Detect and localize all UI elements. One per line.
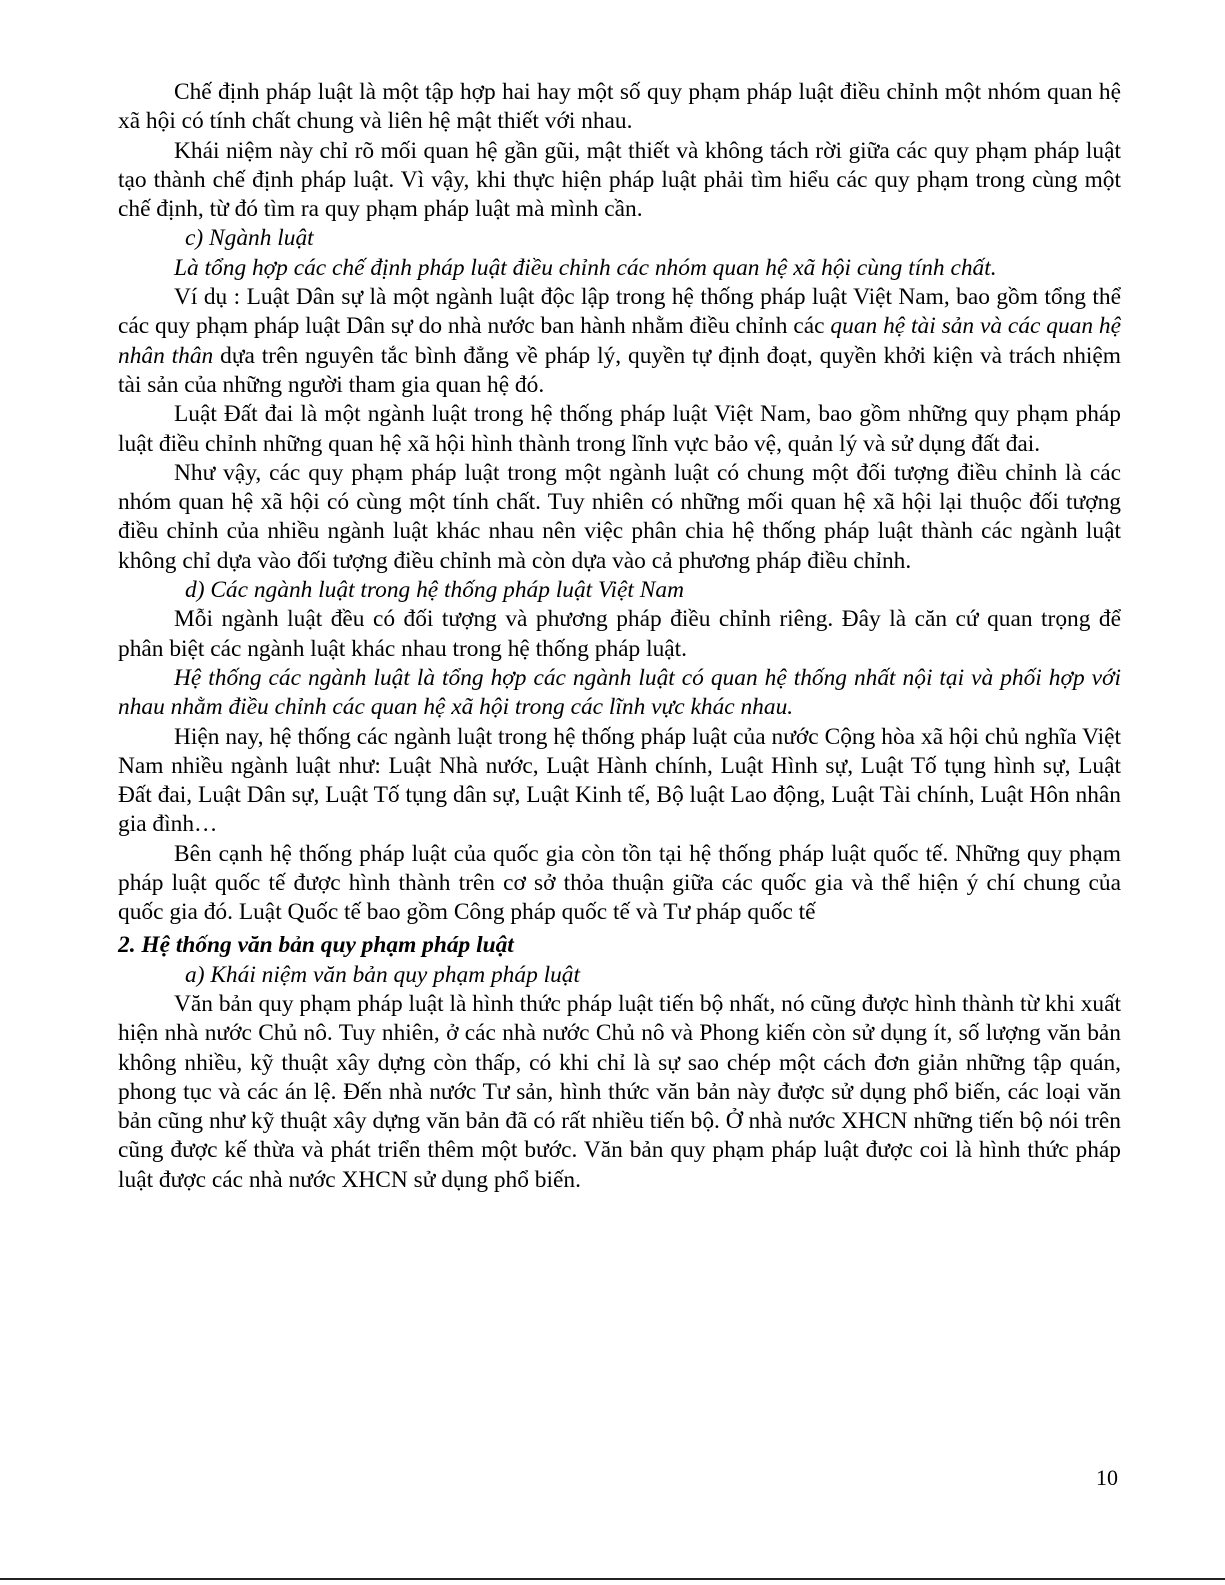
paragraph-van-ban-qppl: Văn bản quy phạm pháp luật là hình thức pháp luật tiến bộ nhất, nó cũng được hình thành từ khi xuất hiện nhà nước Chủ nô. Tuy nhiên, ở các nhà nước Chủ nô và Phong kiến còn sử dụng ít, số lượng văn bản không nhiều, kỹ thuật xây dựng còn thấp, có khi chỉ là sự sao chép một cách đơn giản những tập quán, phong tục và các án lệ. Đến nhà nước Tư sản, hình thức văn bản này được sử dụng phổ biến, các loại văn bản cũng như kỹ thuật xây dựng văn bản đã có rất nhiều tiến bộ. Ở nhà nước XHCN những tiến bộ nói trên cũng được kế thừa và phát triển thêm một bước. Văn bản quy phạm pháp luật được coi là hình thức pháp luật được các nhà nước XHCN sử dụng phổ biến.: [118, 990, 1121, 1193]
paragraph-che-dinh-explanation: Khái niệm này chỉ rõ mối quan hệ gần gũi, mật thiết và không tách rời giữa các quy phạm pháp luật tạo thành chế định pháp luật. Vì vậy, khi thực hiện pháp luật phải tìm hiểu các quy phạm trong cùng một chế định, từ đó tìm ra quy phạm pháp luật mà mình cần.: [118, 137, 1121, 223]
paragraph-danh-sach-nganh-luat: Hiện nay, hệ thống các ngành luật trong hệ thống pháp luật của nước Cộng hòa xã hội chủ nghĩa Việt Nam nhiều ngành luật như: Luật Nhà nước, Luật Hành chính, Luật Hình sự, Luật Tố tụng hình sự, Luật Đất đai, Luật Dân sự, Luật Tố tụng dân sự, Luật Kinh tế, Bộ luật Lao động, Luật Tài chính, Luật Hôn nhân gia đình…: [118, 723, 1121, 838]
paragraph-phap-luat-quoc-te: Bên cạnh hệ thống pháp luật của quốc gia còn tồn tại hệ thống pháp luật quốc tế. Những quy phạm pháp luật quốc tế được hình thành trên cơ sở thỏa thuận giữa các quốc gia và thể hiện ý chí chung của quốc gia đó. Luật Quốc tế bao gồm Công pháp quốc tế và Tư pháp quốc tế: [118, 840, 1121, 926]
paragraph-che-dinh-definition: Chế định pháp luật là một tập hợp hai hay một số quy phạm pháp luật điều chỉnh một nhóm quan hệ xã hội có tính chất chung và liên hệ mật thiết với nhau.: [118, 79, 1121, 135]
example-text-start: Ví dụ : Luật Dân sự là một ngành luật độc lập trong hệ thống pháp luật Việt Nam, bao gồm tổng thể các quy phạm pháp luật Dân sự do nhà nước ban hành nhằm điều chỉnh các: [118, 284, 1121, 340]
definition-nganh-luat: Là tổng hợp các chế định pháp luật điều chỉnh các nhóm quan hệ xã hội cùng tính chất.: [174, 254, 997, 281]
bottom-divider: [0, 1578, 1225, 1580]
section-heading-van-ban: 2. Hệ thống văn bản quy phạm pháp luật: [118, 931, 514, 958]
subheading-khai-niem-van-ban: a) Khái niệm văn bản quy phạm pháp luật: [185, 961, 581, 988]
page-body: [118, 78, 1121, 1195]
definition-he-thong-nganh-luat: Hệ thống các ngành luật là tổng hợp các ngành luật có quan hệ thống nhất nội tại và phối hợp với nhau nhằm điều chỉnh các quan hệ xã hội trong các lĩnh vực khác nhau.: [118, 664, 1121, 721]
paragraph-luat-dat-dai: Luật Đất đai là một ngành luật trong hệ thống pháp luật Việt Nam, bao gồm những quy phạm pháp luật điều chỉnh những quan hệ xã hội hình thành trong lĩnh vực bảo vệ, quản lý và sử dụng đất đai.: [118, 401, 1121, 457]
subheading-nganh-luat: c) Ngành luật: [185, 225, 314, 252]
page-number: 10: [1096, 1465, 1118, 1490]
paragraph-can-cu-phan-biet: Mỗi ngành luật đều có đối tượng và phương pháp điều chỉnh riêng. Đây là căn cứ quan trọng để phân biệt các ngành luật khác nhau trong hệ thống pháp luật.: [118, 606, 1121, 662]
subheading-cac-nganh-luat: d) Các ngành luật trong hệ thống pháp luật Việt Nam: [185, 577, 684, 604]
example-text-italic: quan hệ tài sản và các quan hệ nhân thân: [118, 313, 1122, 369]
example-text-end: dựa trên nguyên tắc bình đẳng về pháp lý, quyền tự định đoạt, quyền khởi kiện và trách nhiệm tài sản của những người tham gia quan hệ đó.: [118, 342, 1122, 398]
paragraph-doi-tuong-dieu-chinh: Như vậy, các quy phạm pháp luật trong một ngành luật có chung một đối tượng điều chỉnh là các nhóm quan hệ xã hội có cùng một tính chất. Tuy nhiên có những mối quan hệ xã hội lại thuộc đối tượng điều chỉnh của nhiều ngành luật khác nhau nên việc phân chia hệ thống pháp luật thành các ngành luật không chỉ dựa vào đối tượng điều chỉnh mà còn dựa vào cả phương pháp điều chỉnh.: [118, 459, 1121, 574]
paragraph-example-dan-su: [118, 283, 1121, 400]
